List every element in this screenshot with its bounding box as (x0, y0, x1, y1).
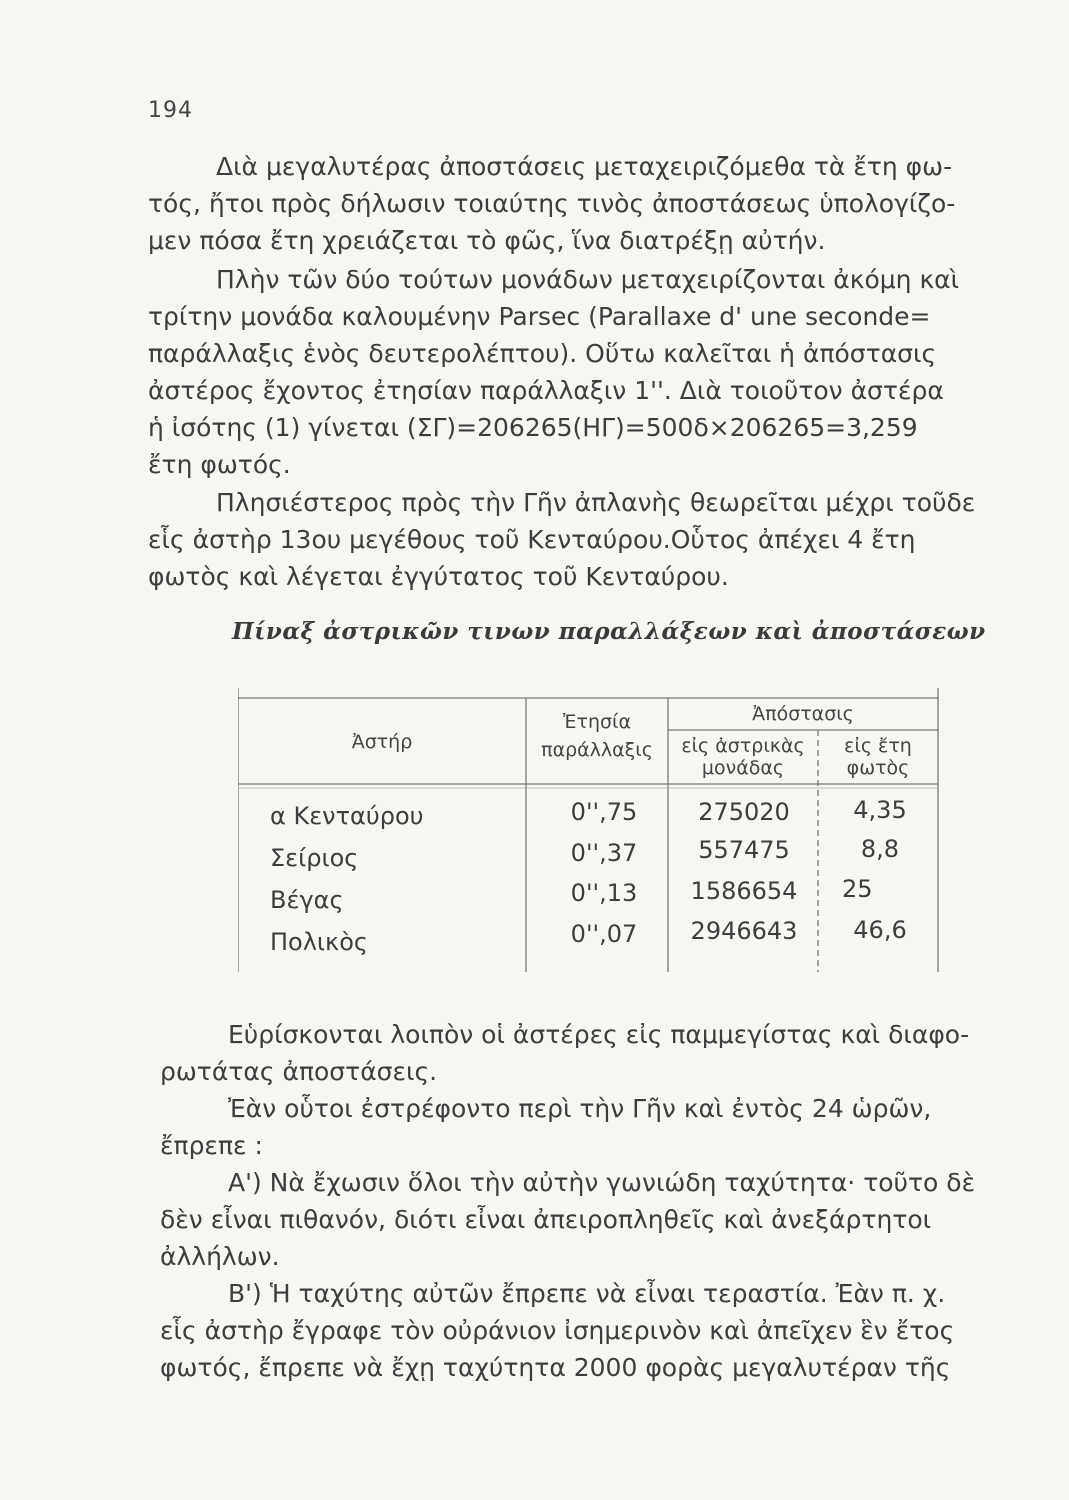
paragraph-nearest-star (148, 484, 1008, 595)
text-line: Πλησιέστερος πρὸς τὴν Γῆν ἀπλανὴς θεωρεῖται μέχρι τοῦδε (216, 488, 976, 517)
text-line: παράλλαξις ἑνὸς δευτερολέπτου). Οὕτω καλεῖται ἡ ἀπόστασις (148, 339, 937, 368)
header-years-line2: φωτὸς (846, 757, 910, 779)
text-line: Πλὴν τῶν δύο τούτων μονάδων μεταχειρίζονται ἀκόμη καὶ (216, 265, 960, 294)
text-line: ἡ ἰσότης (1) γίνεται (ΣΓ)=206265(ΗΓ)=500δ×206265=3,259 (148, 413, 918, 442)
row-parallax: 0'',75 (570, 798, 638, 826)
text-line: Διὰ μεγαλυτέρας ἀποστάσεις μεταχειριζόμεθα τὰ ἔτη φω- (216, 152, 953, 181)
row-years: 25 (842, 875, 873, 903)
text-line: ρωτάτας ἀποστάσεις. (160, 1057, 438, 1086)
row-parallax: 0'',07 (570, 920, 638, 948)
text-line: Α') Νὰ ἔχωσιν ὅλοι τὴν αὐτὴν γωνιώδη ταχύτητα· τοῦτο δὲ (228, 1168, 976, 1197)
row-years: 8,8 (860, 835, 900, 863)
page-number: 194 (148, 98, 193, 123)
text-line: ἀστέρος ἔχοντος ἐτησίαν παράλλαξιν 1''. Διὰ τοιοῦτον ἀστέρα (148, 376, 944, 405)
row-years: 46,6 (853, 916, 907, 944)
text-line: ἀλλήλων. (160, 1242, 280, 1271)
row-parallax: 0'',13 (570, 879, 638, 907)
row-units: 557475 (698, 836, 790, 864)
text-line: μεν πόσα ἔτη χρειάζεται τὸ φῶς, ἵνα διατρέξῃ αὐτήν. (148, 226, 826, 255)
paragraph-point-b (160, 1275, 1010, 1386)
table-caption: Πίναξ ἀστρικῶν τινων παραλλάξεων καὶ ἀποστάσεων (232, 618, 986, 645)
header-units-line2: μονάδας (701, 757, 785, 779)
text-line: ἔτη φωτός. (148, 450, 291, 479)
text-line: εἷς ἀστὴρ 13ου μεγέθους τοῦ Κενταύρου.Οὗτος ἀπέχει 4 ἔτη (148, 525, 916, 554)
header-parallax-line1: Ἐτησία (563, 711, 631, 733)
paragraph-if-rotated (160, 1090, 1010, 1164)
row-star-name: Βέγας (270, 886, 344, 914)
text-line: ἔπρεπε : (160, 1131, 263, 1160)
row-star-name: Πολικὸς (270, 928, 368, 956)
row-parallax: 0'',37 (570, 839, 638, 867)
header-parallax-line2: παράλλαξις (541, 739, 653, 761)
row-units: 275020 (698, 798, 790, 826)
row-units: 1586654 (690, 877, 798, 905)
text-line: δὲν εἶναι πιθανόν, διότι εἶναι ἀπειροπληθεῖς καὶ ἀνεξάρτητοι (160, 1205, 932, 1234)
paragraph-great-distances (160, 1016, 1010, 1090)
header-distance: Ἀπόστασις (752, 703, 854, 725)
header-units-line1: εἰς ἀστρικὰς (681, 735, 805, 757)
text-line: Εὑρίσκονται λοιπὸν οἱ ἀστέρες εἰς παμμεγίστας καὶ διαφο- (228, 1020, 970, 1049)
text-line: Β') Ἡ ταχύτης αὐτῶν ἔπρεπε νὰ εἶναι τεραστία. Ἐὰν π. χ. (228, 1279, 946, 1308)
row-years: 4,35 (853, 796, 907, 824)
text-line: εἷς ἀστὴρ ἔγραφε τὸν οὐράνιον ἰσημερινὸν καὶ ἀπεῖχεν ἓν ἔτος (160, 1316, 955, 1345)
header-years-line1: εἰς ἔτη (844, 735, 912, 757)
row-star-name: Σείριος (270, 844, 359, 872)
row-units: 2946643 (690, 917, 798, 945)
text-line: Ἐὰν οὗτοι ἐστρέφοντο περὶ τὴν Γῆν καὶ ἐντὸς 24 ὡρῶν, (228, 1094, 932, 1123)
text-line: τρίτην μονάδα καλουμένην Parsec (Parallaxe d' une seconde= (148, 302, 931, 331)
paragraph-light-years (148, 148, 1008, 259)
parallax-table (238, 688, 942, 972)
paragraph-parsec (148, 261, 1008, 483)
text-line: φωτὸς καὶ λέγεται ἐγγύτατος τοῦ Κενταύρου. (148, 562, 729, 591)
text-line: τός, ἤτοι πρὸς δήλωσιν τοιαύτης τινὸς ἀποστάσεως ὑπολογίζο- (148, 189, 956, 218)
paragraph-point-a (160, 1164, 1010, 1275)
text-line: φωτός, ἔπρεπε νὰ ἔχῃ ταχύτητα 2000 φορὰς μεγαλυτέραν τῆς (160, 1353, 951, 1382)
header-star: Ἀστήρ (351, 731, 413, 753)
row-star-name: α Κενταύρου (270, 802, 424, 830)
